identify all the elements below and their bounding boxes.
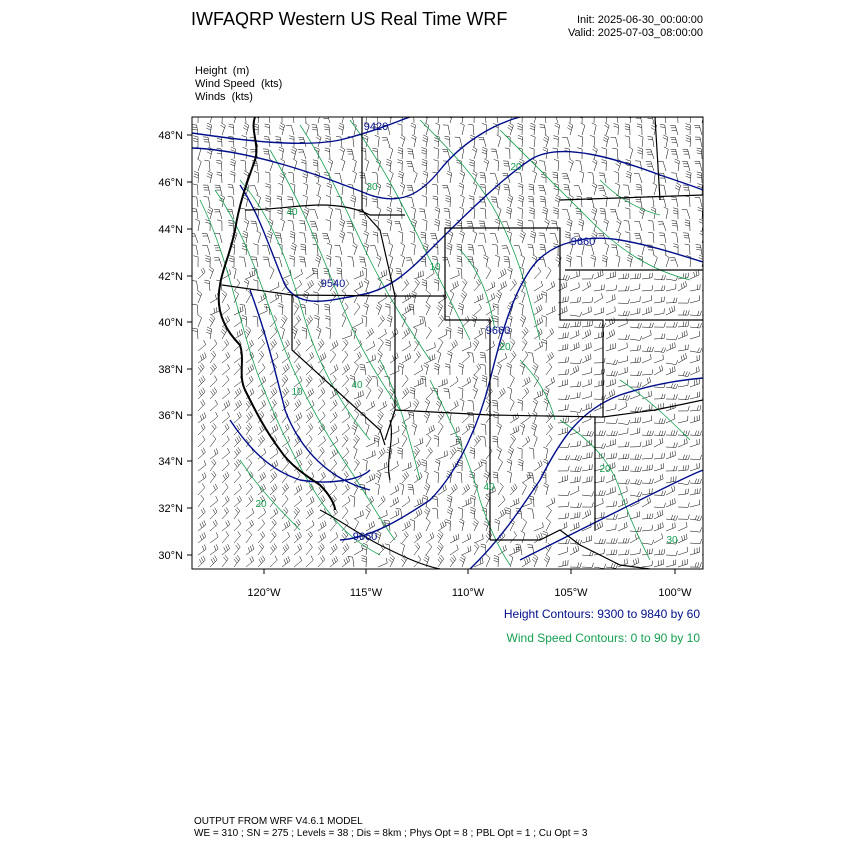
wind-speed-contour-label: 20	[599, 464, 611, 475]
field-height-unit: (m)	[232, 65, 250, 77]
wind-speed-contour-label: 30	[366, 182, 378, 193]
lat-label: 46°N	[158, 177, 183, 189]
wind-barb	[702, 477, 713, 483]
lat-label: 42°N	[158, 271, 183, 283]
wind-speed-contour-label: 40	[351, 380, 363, 391]
wind-speed-contour-label: 20	[510, 162, 522, 173]
wind-barb	[702, 346, 713, 351]
lat-label: 36°N	[158, 410, 183, 422]
field-wind-speed-unit: (kts)	[260, 78, 283, 90]
field-height-name: Height	[195, 65, 227, 77]
lat-label: 32°N	[158, 503, 183, 515]
field-winds-unit: (kts)	[231, 91, 253, 103]
lat-label: 30°N	[158, 550, 183, 562]
plot-title: IWFAQRP Western US Real Time WRF	[191, 9, 508, 29]
lon-label: 105°W	[554, 587, 588, 599]
lon-label: 115°W	[349, 587, 383, 599]
height-contour-label: 9660	[485, 325, 511, 337]
wind-speed-contour-label: 40	[483, 482, 495, 493]
height-contour-legend: Height Contours: 9300 to 9840 by 60	[503, 607, 700, 621]
height-contour-label: 9660	[570, 236, 596, 248]
wind-speed-contour-label: 20	[255, 499, 267, 510]
lat-label: 34°N	[158, 456, 183, 468]
height-contour-label: 9420	[363, 121, 389, 133]
wind-speed-contour-label: 40	[286, 207, 298, 218]
longitude-axis	[247, 569, 692, 599]
wind-barb	[702, 466, 713, 471]
model-info: OUTPUT FROM WRF V4.6.1 MODEL	[194, 816, 363, 827]
wind-barb	[702, 276, 714, 281]
wind-speed-contour-legend: Wind Speed Contours: 0 to 90 by 10	[506, 631, 700, 645]
wind-barb	[702, 419, 714, 424]
latitude-axis	[158, 130, 192, 562]
wind-barb	[702, 490, 713, 495]
wind-speed-contour-label: 20	[499, 342, 511, 353]
height-contour-label: 9660	[352, 531, 378, 543]
wind-barb	[702, 429, 713, 435]
wind-barb	[702, 443, 714, 448]
lon-label: 120°W	[247, 587, 281, 599]
wind-barb	[702, 356, 712, 363]
lat-label: 40°N	[158, 317, 183, 329]
init-time: Init: 2025-06-30_00:00:00	[577, 14, 703, 26]
wind-barb	[702, 515, 714, 520]
wind-speed-contour-label: 10	[429, 262, 441, 273]
wind-barb	[702, 312, 714, 317]
model-config: WE = 310 ; SN = 275 ; Levels = 38 ; Dis = 8km ; Phys Opt = 8 ; PBL Opt = 1 ; Cu Opt = 3	[194, 828, 588, 839]
lat-label: 44°N	[158, 224, 183, 236]
wind-barb	[702, 453, 713, 459]
wind-barb	[702, 561, 713, 567]
wind-speed-contour-label: 30	[666, 535, 678, 546]
height-contour-label: 9540	[320, 278, 346, 290]
wind-speed-contour-label: 10	[291, 387, 303, 398]
field-wind-speed-name: Wind Speed	[195, 78, 255, 90]
field-winds-name: Winds	[195, 91, 226, 103]
lat-label: 48°N	[158, 130, 183, 142]
lat-label: 38°N	[158, 364, 183, 376]
wind-barb	[702, 527, 714, 532]
lon-label: 100°W	[658, 587, 692, 599]
wind-barb	[702, 382, 713, 387]
lon-label: 110°W	[451, 587, 485, 599]
wind-barb	[702, 408, 714, 413]
wind-barb	[702, 334, 713, 339]
valid-time: Valid: 2025-07-03_08:00:00	[568, 27, 703, 39]
